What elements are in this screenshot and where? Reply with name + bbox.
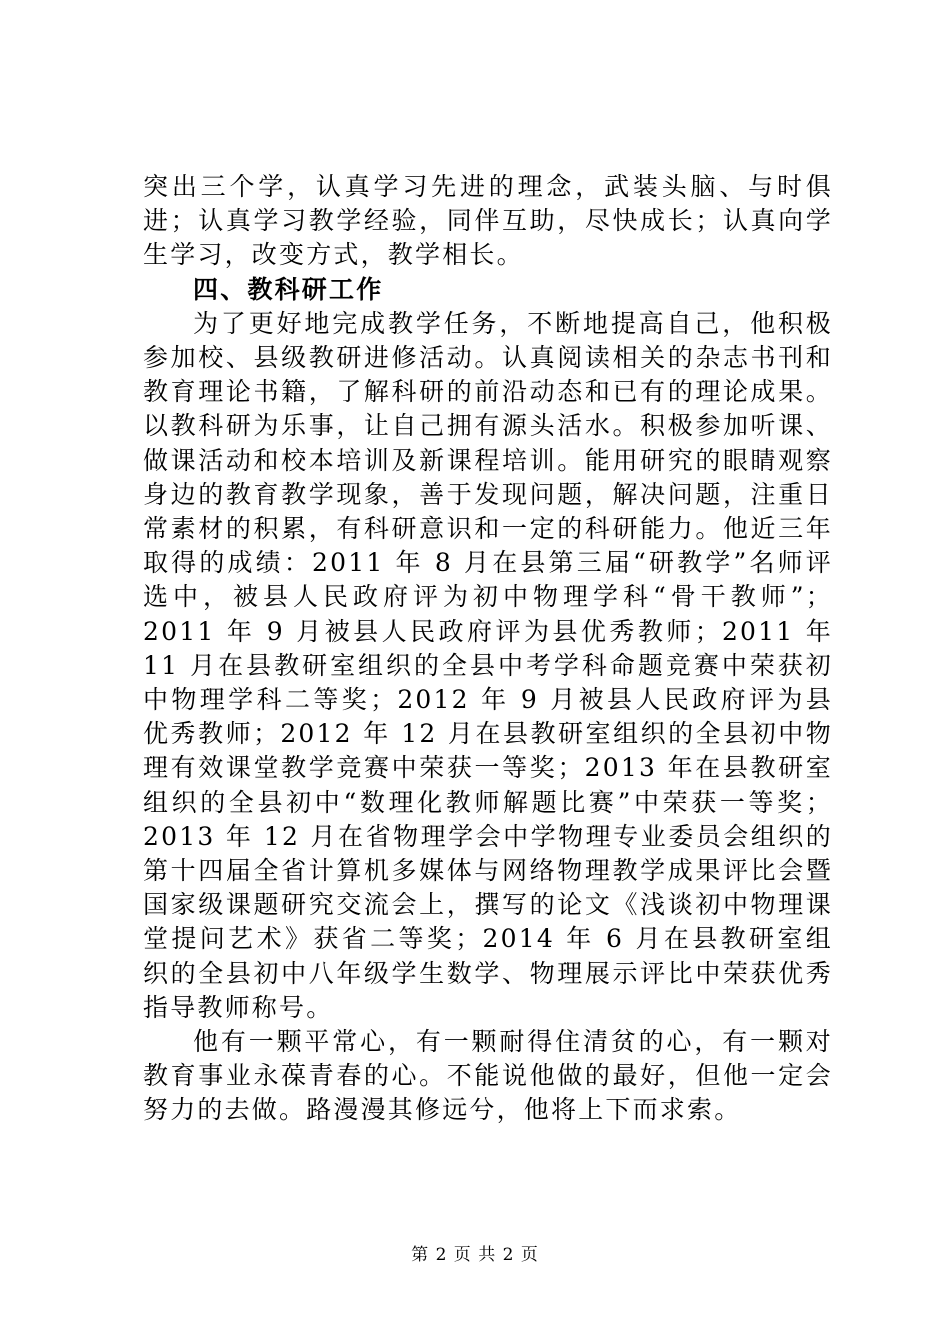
document-body (143, 170, 833, 1128)
page-footer: 第 2 页 共 2 页 (411, 1245, 539, 1265)
paragraph-closing: 他有一颗平常心，有一颗耐得住清贫的心，有一颗对教育事业永葆青春的心。不能说他做的最好，但他一定会努力的去做。路漫漫其修远兮，他将上下而求索。 (143, 1027, 833, 1125)
paragraph-research: 为了更好地完成教学任务，不断地提高自己，他积极参加校、县级教研进修活动。认真阅读相关的杂志书刊和教育理论书籍，了解科研的前沿动态和已有的理论成果。以教科研为乐事，让自己拥有源头活水。积极参加听课、做课活动和校本培训及新课程培训。能用研究的眼睛观察身边的教育教学现象，善于发现问题，解决问题，注重日常素材的积累，有科研意识和一定的科研能力。他近三年取得的成绩：2011 年 8 月在县第三届“研教学”名师评选中，被县人民政府评为初中物理学科“骨干教师”；2011 年 9 月被县人民政府评为县优秀教师；2011 年 11 月在县教研室组织的全县中考学科命题竞赛中荣获初中物理学科二等奖；2012 年 9 月被县人民政府评为县优秀教师；2012 年 12 月在县教研室组织的全县初中物理有效课堂教学竞赛中荣获一等奖；2013 年在县教研室组织的全县初中“数理化教师解题比赛”中荣获一等奖；2013 年 12 月在省物理学会中学物理专业委员会组织的第十四届全省计算机多媒体与网络物理教学成果评比会暨国家级课题研究交流会上，撰写的论文《浅谈初中物理课堂提问艺术》获省二等奖；2014 年 6 月在县教研室组织的全县初中八年级学生数学、物理展示评比中荣获优秀指导教师称号。 (143, 308, 833, 1022)
paragraph-continuation: 突出三个学，认真学习先进的理念，武装头脑、与时俱进；认真学习教学经验，同伴互助，尽快成长；认真向学生学习，改变方式，教学相长。 (143, 172, 833, 270)
section-heading: 四、教科研工作 (193, 274, 384, 304)
